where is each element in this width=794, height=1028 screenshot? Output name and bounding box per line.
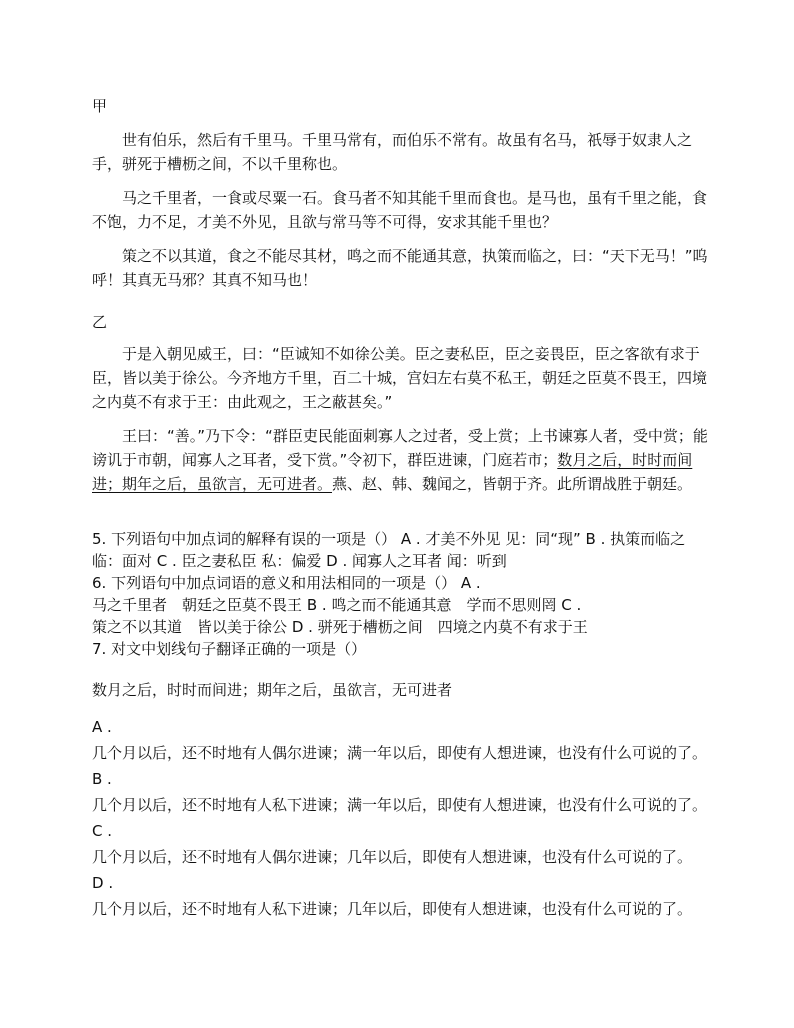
passage-jia-paragraph-3: 策之不以其道，食之不能尽其材，鸣之而不能通其意，执策而临之，曰：“天下无马！”呜呼！其真无马邪？其真不知马也！ [92, 247, 708, 289]
question-6 [92, 572, 714, 638]
question-7-options [92, 714, 714, 922]
question-7-option-d-label: D . [92, 874, 114, 892]
paragraph-2-text-b: 燕、赵、韩、魏闻之，皆朝于齐。此所谓战胜于朝廷。 [332, 475, 693, 493]
passage-jia-paragraph-1: 世有伯乐，然后有千里马。千里马常有，而伯乐不常有。故虽有名马，祇辱于奴隶人之手，骈死于槽枥之间，不以千里称也。 [92, 131, 693, 173]
passage-yi-label: 乙 [92, 313, 108, 331]
question-7-sentence: 数月之后，时时而间进；期年之后，虽欲言，无可进者 [92, 681, 453, 699]
question-7-option-c: 几个月以后，还不时地有人偶尔进谏；几年以后，即使有人想进谏，也没有什么可说的了。 [92, 848, 693, 866]
question-5-option-d: D . 闻寡人之耳者 闻：听到 [326, 552, 507, 570]
question-5-option-a: A . 才美不外见 见：同“现” [400, 530, 581, 548]
underlined-sentence: 数月之后，时时而间进；期年之后，虽欲言，无可进者。 [92, 451, 693, 493]
question-7-option-a-label: A . [92, 718, 112, 736]
question-6-option-d-phrase-2: 四境之内莫不有求于王 [437, 618, 588, 636]
passage-yi-paragraph-2 [92, 424, 714, 496]
question-5 [92, 528, 714, 572]
question-6-option-b-phrase-2: 学而不思则罔 [466, 596, 557, 614]
question-7-option-b: 几个月以后，还不时地有人私下进谏；满一年以后，即使有人想进谏，也没有什么可说的了。 [92, 796, 708, 814]
question-7-option-d: 几个月以后，还不时地有人私下进谏；几年以后，即使有人想进谏，也没有什么可说的了。 [92, 900, 693, 918]
question-5-option-b: B . 执策而临之 临：面对 [92, 530, 686, 570]
paragraph-2-text-a: 王曰：“善。”乃下令：“群臣吏民能面刺寡人之过者，受上赏；上书谏寡人者，受中赏；能谤讥于市朝，闻寡人之耳者，受下赏。”令初下，群臣进谏，门庭若市； [92, 427, 708, 469]
question-6-option-c-phrase-2: 皆以美于徐公 [197, 618, 288, 636]
question-6-stem: 6. 下列语句中加点词语的意义和用法相同的一项是（） [92, 574, 457, 592]
question-7-option-c-label: C . [92, 822, 113, 840]
question-6-option-d-label: D . [291, 618, 313, 636]
question-6-option-b-label: B . [306, 596, 327, 614]
passage-yi-paragraph-1: 于是入朝见威王，曰：“臣诚知不如徐公美。臣之妻私臣，臣之妾畏臣，臣之客欲有求于臣，皆以美于徐公。今齐地方千里，百二十城，宫妇左右莫不私王，朝廷之臣莫不畏王，四境之内莫不有求于王：由此观之，王之蔽甚矣。” [92, 345, 708, 411]
question-6-option-d-phrase-1: 骈死于槽枥之间 [317, 618, 423, 636]
question-7-stem: 7. 对文中划线句子翻译正确的一项是（） [92, 640, 367, 658]
passage-jia-label: 甲 [92, 97, 108, 115]
question-6-option-a-label: A . [460, 574, 481, 592]
question-5-stem: 5. 下列语句中加点词的解释有误的一项是（） [92, 530, 397, 548]
question-7-option-b-label: B . [92, 770, 112, 788]
question-6-option-c-phrase-1: 策之不以其道 [92, 618, 183, 636]
passage-jia-paragraph-2: 马之千里者，一食或尽粟一石。食马者不知其能千里而食也。是马也，虽有千里之能，食不饱，力不足，才美不外见，且欲与常马等不可得，安求其能千里也？ [92, 189, 708, 231]
question-6-option-a-phrase-1: 马之千里者 [92, 596, 168, 614]
question-5-option-c: C . 臣之妻私臣 私：偏爱 [156, 552, 322, 570]
question-7-option-a: 几个月以后，还不时地有人偶尔进谏；满一年以后，即使有人想进谏，也没有什么可说的了。 [92, 744, 708, 762]
question-6-option-a-phrase-2: 朝廷之臣莫不畏王 [182, 596, 303, 614]
question-6-option-c-label: C . [561, 596, 582, 614]
question-6-option-b-phrase-1: 鸣之而不能通其意 [331, 596, 452, 614]
